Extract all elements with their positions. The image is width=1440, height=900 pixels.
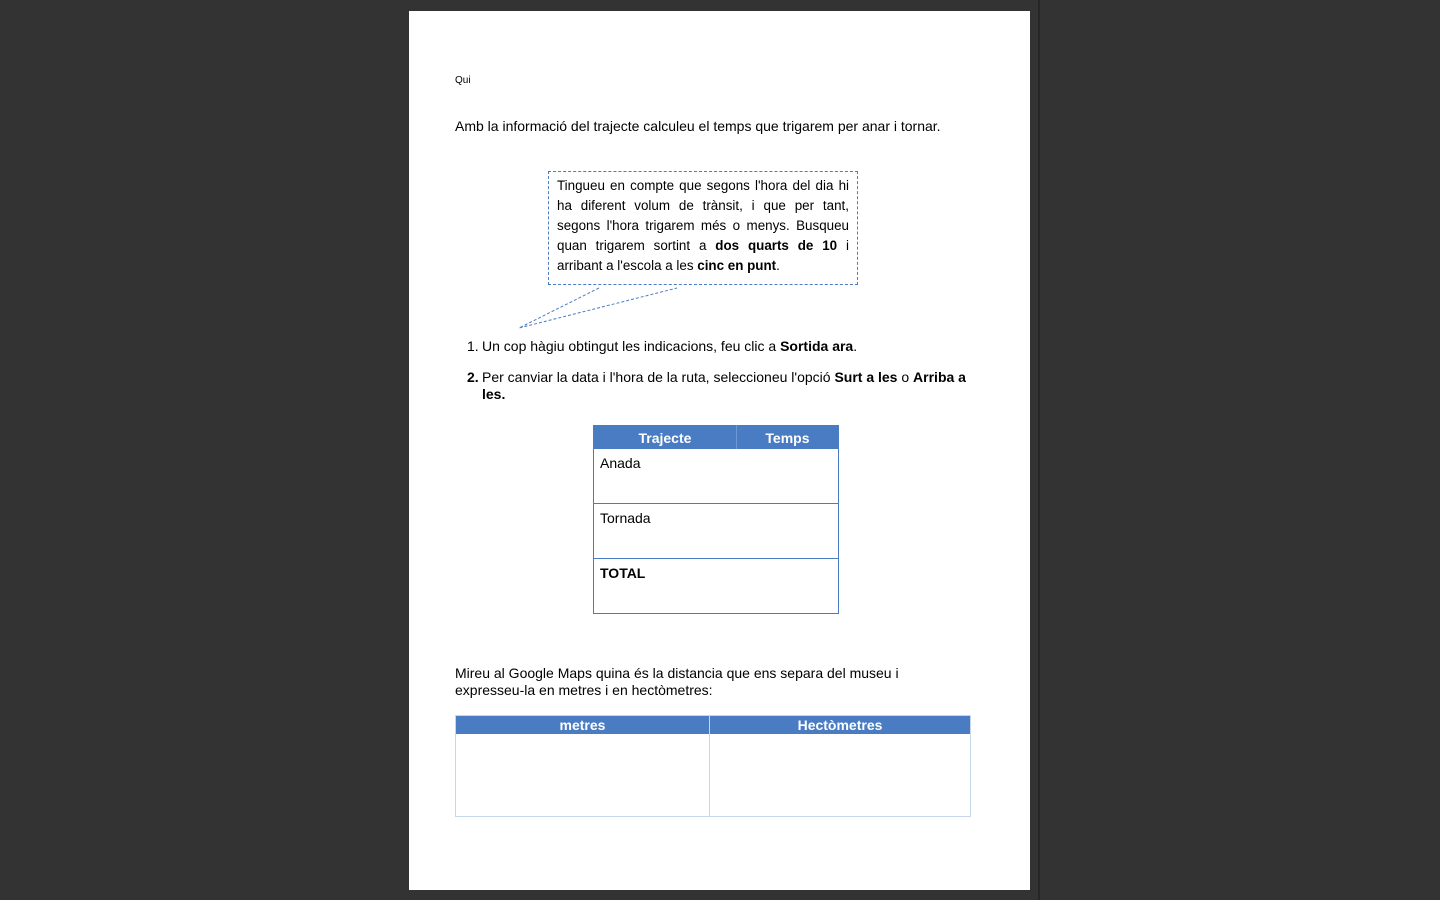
metres-value-cell (456, 734, 710, 817)
table-row (456, 734, 971, 817)
step-mid: o (897, 369, 914, 385)
step-end: . (853, 338, 858, 354)
step-bold: Surt a les (834, 369, 898, 385)
step-item (467, 338, 967, 355)
distance-table (455, 715, 971, 817)
route-time-table (593, 425, 839, 614)
steps-list (467, 338, 967, 403)
callout-text-1: Tingueu en compte que segons l'hora del dia hi ha diferent volum de trànsit, i que per tant, segons l'hora trigarem més o menys. Busqueu quan trigarem sortint a (557, 178, 849, 253)
step-text: Per canviar la data i l'hora de la ruta, seleccioneu l'opció (482, 369, 835, 385)
document-page (409, 11, 1030, 890)
viewer-divider (1038, 0, 1040, 900)
row-label-total: TOTAL (600, 565, 646, 581)
step-item (467, 369, 967, 403)
hectometres-value-cell (710, 734, 971, 817)
step-bold-2: Arriba a les. (482, 369, 966, 402)
table-row (594, 449, 839, 504)
callout-text-2: i arribant a l'escola a les (557, 238, 849, 273)
callout-text-3: . (776, 258, 780, 273)
column-header-hectometres: Hectòmetres (710, 716, 971, 735)
callout-bold-arrival: cinc en punt (697, 258, 777, 273)
callout-bold-time: dos quarts de 10 (715, 238, 838, 253)
step-bold: Sortida ara (780, 338, 854, 354)
row-value-cell (736, 559, 838, 614)
callout-box (548, 171, 858, 285)
column-header-metres: metres (456, 716, 710, 735)
column-header-temps: Temps (736, 426, 838, 450)
row-value-cell (736, 449, 838, 504)
table-row (594, 559, 839, 614)
table-header-row (456, 716, 971, 735)
distance-paragraph: Mireu al Google Maps quina és la distancia que ens separa del museu i expresseu-la en metres i en hectòmetres: (455, 665, 899, 698)
table-row (594, 504, 839, 559)
column-header-trajecte: Trajecte (594, 426, 737, 450)
step-number: 1. (467, 338, 479, 354)
step-number: 2. (467, 369, 479, 385)
table-header-row (594, 426, 839, 450)
row-label-tornada: Tornada (594, 504, 737, 559)
row-value-cell (736, 504, 838, 559)
step-text: Un cop hàgiu obtingut les indicacions, feu clic a (482, 338, 781, 354)
page-header: Qui (455, 75, 471, 86)
intro-paragraph: Amb la informació del trajecte calculeu el temps que trigarem per anar i tornar. (455, 118, 941, 134)
row-label-anada: Anada (594, 449, 737, 504)
